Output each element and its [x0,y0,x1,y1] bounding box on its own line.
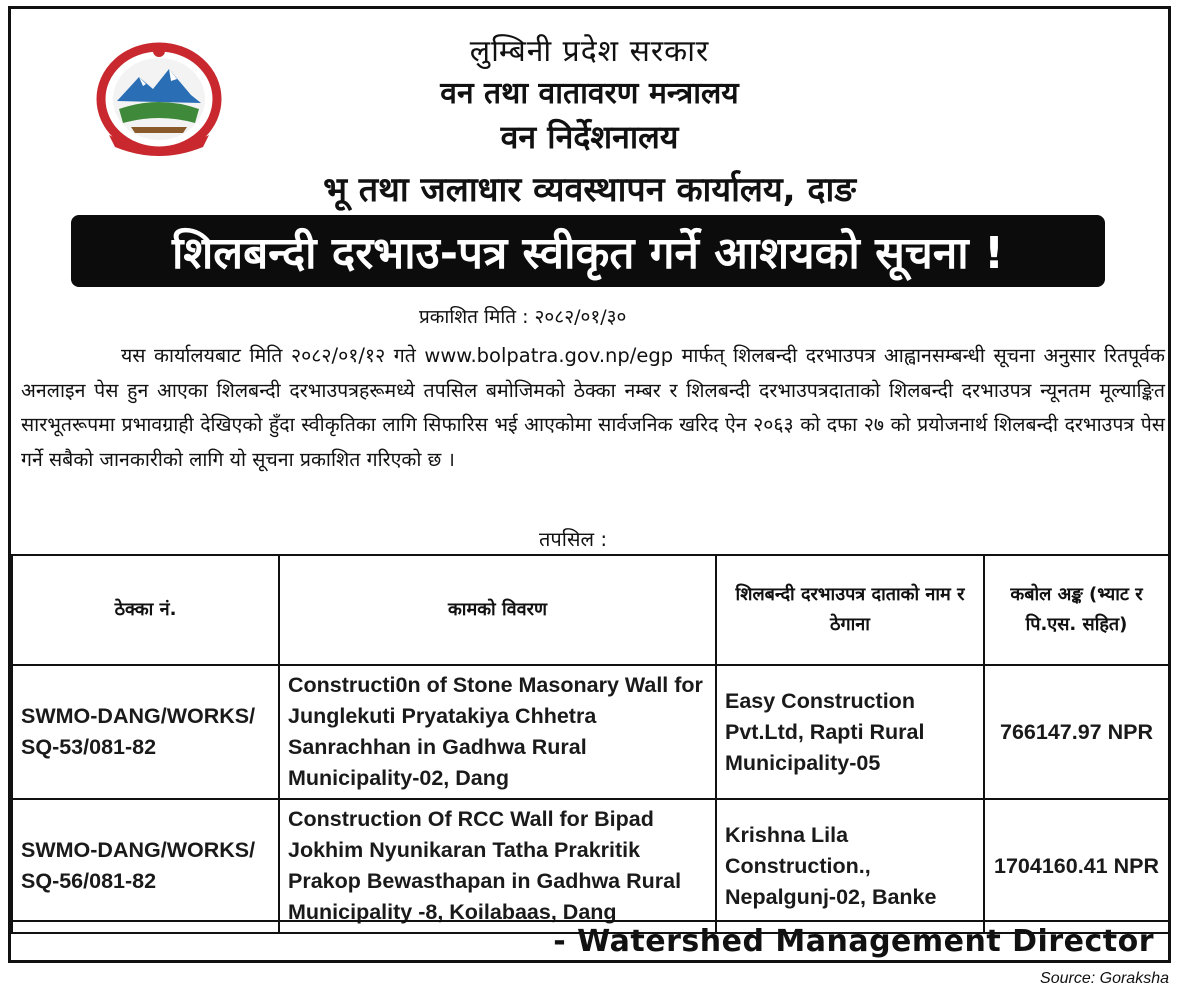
header-ministry: वन तथा वातावरण मन्त्रालय [440,76,739,111]
schedule-label: तपसिल : [539,527,608,551]
table-header-row [12,555,1169,665]
header-description: कामको विवरण [279,555,716,665]
cell-bidder: Krishna Lila Construction., Nepalgunj-02, Banke [716,799,984,933]
header-province: लुम्बिनी प्रदेश सरकार [469,34,710,69]
notice-body [21,339,1165,477]
cell-description: Constructi0n of Stone Masonary Wall for Junglekuti Pryatakiya Chhetra Sanrachhan in Gadhwa Rural Municipality-02, Dang [279,665,716,799]
cell-bidder: Easy Construction Pvt.Ltd, Rapti Rural Municipality-05 [716,665,984,799]
signature-row [11,920,1168,960]
published-date: प्रकाशित मिति : २०८२/०१/३० [419,306,627,328]
table-row [12,665,1169,799]
header-contract-no: ठेक्का नं. [12,555,279,665]
cell-amount: 1704160.41 NPR [984,799,1169,933]
cell-amount: 766147.97 NPR [984,665,1169,799]
header-amount: कबोल अङ्क (भ्याट र पि.एस. सहित) [984,555,1169,665]
cell-contract-no: SWMO-DANG/WORKS/ SQ-53/081-82 [12,665,279,799]
notice-document [8,6,1171,963]
header-bidder: शिलबन्दी दरभाउपत्र दाताको नाम र ठेगाना [716,555,984,665]
notice-body-text: यस कार्यालयबाट मिति २०८२/०१/१२ गते www.bolpatra.gov.np/egp मार्फत् शिलबन्दी दरभाउपत्र आह्वानसम्बन्धी सूचना अनुसार रितपूर्वक अनलाइन पेस हुन आएका शिलबन्दी दरभाउपत्रहरूमध्ये तपसिल बमोजिमको ठेक्का नम्बर र शिलबन्दी दरभाउपत्रदाताको शिलबन्दी दरभाउपत्र न्यूनतम मूल्याङ्कित सारभूतरूपमा प्रभावग्राही देखिएको हुँदा स्वीकृतिका लागि सिफारिस भई आएकोमा सार्वजनिक खरिद ऐन २०६३ को दफा २७ को प्रयोजनार्थ शिलबन्दी दरभाउपत्र पेस गर्ने सबैको जानकारीको लागि यो सूचना प्रकाशित गरिएको छ । [21,344,1165,471]
cell-contract-no: SWMO-DANG/WORKS/ SQ-56/081-82 [12,799,279,933]
cell-description: Construction Of RCC Wall for Bipad Jokhim Nyunikaran Tatha Prakritik Prakop Bewasthapan in Gadhwa Rural Municipality -8, Koilabaas, Dang [279,799,716,933]
source-credit: Source: Goraksha [1040,970,1169,987]
signature: - Watershed Management Director [553,924,1154,959]
header-office: भू तथा जलाधार व्यवस्थापन कार्यालय, दाङ [323,170,856,210]
table-row [12,799,1169,933]
award-table [11,554,1170,934]
notice-title-banner: शिलबन्दी दरभाउ-पत्र स्वीकृत गर्ने आशयको सूचना ! [71,215,1105,287]
header-directorate: वन निर्देशनालय [500,118,679,156]
